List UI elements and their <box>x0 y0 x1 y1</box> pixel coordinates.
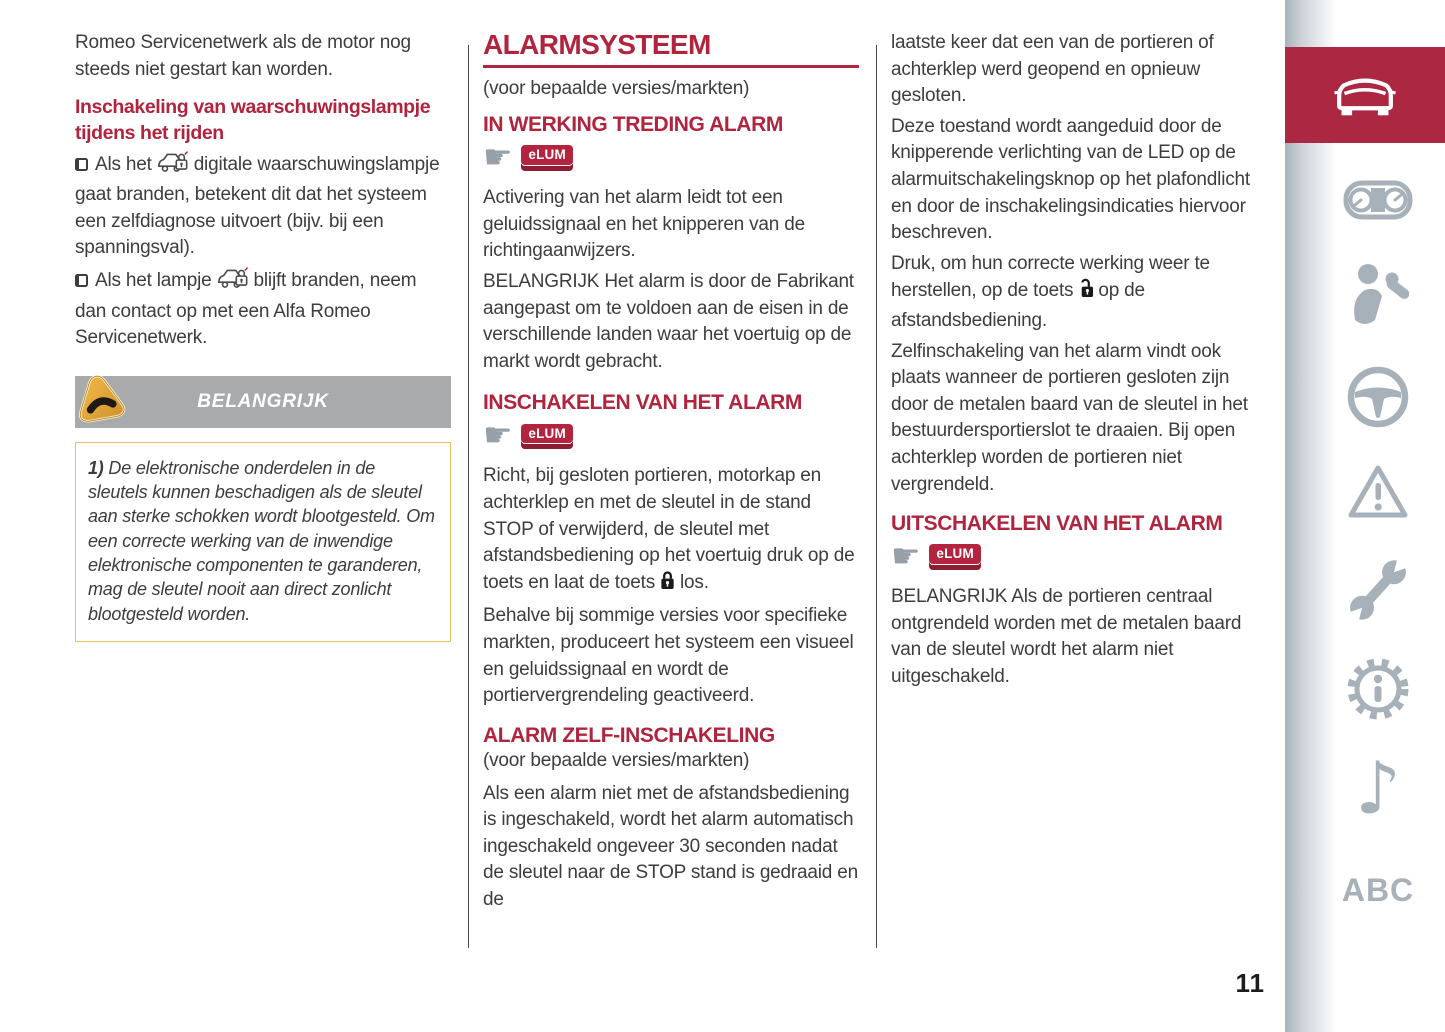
reference-icons <box>483 136 859 176</box>
pointing-hand-icon: ☛ <box>891 535 921 575</box>
car-lock-warning-lamp-icon <box>157 150 189 183</box>
music-note-icon: ♪ <box>1355 746 1401 830</box>
paragraph: Behalve bij sommige versies voor specifieke markten, produceert het systeem een visueel en geluidssignaal en wordt de portiervergrendeling geactiveerd. <box>483 605 854 707</box>
list-item <box>75 266 451 352</box>
column-divider <box>468 45 469 948</box>
reference-icons <box>483 414 859 454</box>
section-heading: IN WERKING TREDING ALARM <box>483 112 783 136</box>
paragraph-text: Druk, om hun correcte werking weer te herstellen, op de toets <box>891 252 1210 302</box>
sidebar-tab-instrument-panel[interactable] <box>1318 175 1438 225</box>
reference-icons <box>891 535 1267 575</box>
gear-info-icon <box>1343 650 1413 728</box>
note-box <box>75 442 451 642</box>
sidebar-tab-multimedia[interactable] <box>1318 746 1438 830</box>
important-banner-label: BELANGRIJK <box>197 390 329 412</box>
list-item-text: Als het <box>95 153 152 175</box>
applicability-note: (voor bepaalde versies/markten) <box>483 749 750 771</box>
elum-book-icon: eLUM <box>521 145 573 171</box>
paragraph: Deze toestand wordt aangeduid door de knipperende verlichting van de LED op de alarmuitschakelingsknop op het plafondlicht en door de inschakelingsindicaties hiervoor beschreven. <box>891 115 1250 244</box>
list-item-text: blijft branden, neem dan contact op met een Alfa Romeo Servicenetwerk. <box>75 270 417 349</box>
lock-closed-icon <box>659 570 676 600</box>
paragraph: BELANGRIJK Als de portieren centraal ontgrendeld worden met de metalen baard van de sleutel wordt het alarm niet uitgeschakeld. <box>891 586 1242 688</box>
important-banner <box>75 376 451 428</box>
paragraph-text: Richt, bij gesloten portieren, motorkap en achterklep en met de sleutel in de stand STOP of verwijderd, de sleutel met afstandsbediening op het voertuig druk op de toets en laat de toets <box>483 465 855 593</box>
list-item <box>75 150 451 262</box>
applicability-note: (voor bepaalde versies/markten) <box>483 78 750 100</box>
paragraph: Romeo Servicenetwerk als de motor nog steeds niet gestart kan worden. <box>75 32 411 80</box>
section-heading: UITSCHAKELEN VAN HET ALARM <box>891 512 1223 536</box>
paragraph <box>891 251 1267 335</box>
car-lock-warning-lamp-icon <box>217 266 249 299</box>
column-2 <box>483 30 859 917</box>
gauges-icon <box>1343 175 1413 225</box>
paragraph: Zelfinschakeling van het alarm vindt ook plaats wanneer de portieren gesloten zijn door de metalen baard van de sleutel in het bestuurdersportierslot te draaien. Bij open achterklep worden de portieren niet vergrendeld. <box>891 340 1248 495</box>
sidebar-tab-technical-info[interactable] <box>1318 650 1438 728</box>
sidebar-tab-maintenance[interactable] <box>1318 552 1438 628</box>
section-heading: ALARM ZELF-INSCHAKELING <box>483 723 775 747</box>
pointing-hand-icon: ☛ <box>483 136 513 176</box>
paragraph-text: los. <box>680 571 709 593</box>
square-bullet-icon <box>75 274 88 287</box>
page-number: 11 <box>1235 968 1265 998</box>
sidebar-tab-starting-driving[interactable] <box>1318 365 1438 429</box>
note-text: De elektronische onderdelen in de sleutels kunnen beschadigen als de sleutel aan sterke schokken wordt blootgesteld. Om een correcte werking van de inwendige elektronische componenten te garanderen, mag de sleutel nooit aan direct zonlicht blootgesteld worden. <box>88 457 435 624</box>
column-divider <box>876 45 877 948</box>
square-bullet-icon <box>75 158 88 171</box>
warning-triangle-outline-icon <box>1346 462 1410 522</box>
pointing-hand-icon: ☛ <box>483 414 513 454</box>
airbag-icon <box>1347 262 1409 328</box>
sidebar-tab-car-overview[interactable] <box>1285 47 1445 143</box>
chapter-title: ALARMSYSTEEM <box>483 30 859 68</box>
list-item-text: Als het lampje <box>95 270 212 292</box>
paragraph: BELANGRIJK Het alarm is door de Fabrikant aangepast om te voldoen aan de eisen in de verschillende landen waar het voertuig op de markt wordt gebracht. <box>483 270 854 372</box>
column-3 <box>891 30 1267 695</box>
section-heading: INSCHAKELEN VAN HET ALARM <box>483 391 802 415</box>
column-1 <box>75 30 451 642</box>
wrench-icon <box>1343 552 1413 628</box>
list-item-text: digitale waarschuwingslampje gaat branden, betekent dit dat het systeem een zelfdiagnose uitvoert (bijv. bij een spanningsval). <box>75 153 440 259</box>
subsection-heading: Inschakeling van waarschuwingslampje tijdens het rijden <box>75 96 431 144</box>
sidebar-tab-warning-lights[interactable] <box>1318 462 1438 522</box>
paragraph: Als een alarm niet met de afstandsbediening is ingeschakeld, wordt het alarm automatisch ingeschakeld ongeveer 30 seconden nadat de sleutel naar de STOP stand is gedraaid en de <box>483 782 858 910</box>
abc-index-label: ABC <box>1341 872 1415 908</box>
lock-open-icon <box>1077 277 1094 308</box>
sidebar-tab-index-abc[interactable] <box>1318 872 1438 909</box>
paragraph <box>483 463 859 599</box>
steering-wheel-icon <box>1346 365 1410 429</box>
elum-book-icon: eLUM <box>929 544 981 570</box>
paragraph-text: op de afstandsbediening. <box>891 280 1145 331</box>
car-front-icon <box>1327 66 1403 125</box>
sidebar-tab-safety-airbag[interactable] <box>1318 262 1438 328</box>
note-number: 1) <box>88 457 104 478</box>
paragraph: laatste keer dat een van de portieren of achterklep werd geopend en opnieuw gesloten. <box>891 32 1214 107</box>
elum-book-icon: eLUM <box>521 424 573 450</box>
paragraph: Activering van het alarm leidt tot een geluidssignaal en het knipperen van de richtingaanwijzers. <box>483 187 805 262</box>
warning-triangle-icon <box>69 368 131 441</box>
